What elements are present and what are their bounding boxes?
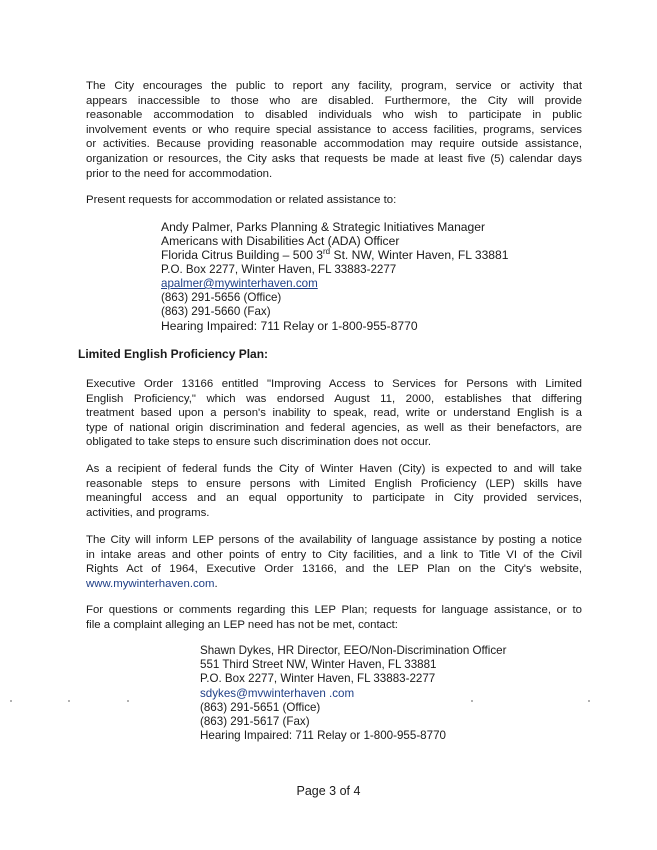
ada-contact-office-phone: (863) 291-5656 (Office) (161, 291, 282, 305)
scan-dot (471, 700, 473, 702)
ada-contact-hearing-impaired: Hearing Impaired: 711 Relay or 1-800-955-8770 (161, 319, 418, 334)
scan-dot (68, 700, 70, 702)
website-suffix: . (214, 577, 218, 590)
intro-line: organization or resources, the City asks that requests be made at least five (5) calendar days (86, 152, 582, 165)
lep-contact-hearing-impaired: Hearing Impaired: 711 Relay or 1-800-955-8770 (200, 729, 446, 743)
lep-p3-website-line (86, 577, 582, 592)
lep-p1-line: Executive Order 13166 entitled "Improving Access to Services for Persons with Limited (86, 378, 582, 390)
lep-p3-line: The City will inform LEP persons of the availability of language assistance by posting a notice (86, 534, 582, 546)
lep-p1-line: type of national origin discrimination and federal agencies, as well as their benefactors, are (86, 421, 582, 434)
website-link[interactable]: www.mywinterhaven.com (86, 577, 215, 590)
lep-paragraph-3 (86, 533, 582, 591)
scan-dot (10, 700, 12, 702)
building-superscript: rd (323, 247, 331, 257)
ada-contact-role: Americans with Disabilities Act (ADA) Officer (161, 234, 400, 249)
present-requests-label: Present requests for accommodation or related assistance to: (86, 194, 397, 206)
intro-line: or activities. Because providing reasonable accommodation may require outside assistance, (86, 138, 582, 151)
lep-contact-email-link[interactable]: sdykes@mvwinterhaven .com (200, 686, 355, 700)
lep-paragraph-4 (86, 603, 582, 632)
lep-p2-line: meaningful access and an equal opportunity to participate in City provided services, (86, 492, 582, 505)
lep-p1-line: obligated to take steps to ensure such discrimination does not occur. (86, 436, 432, 449)
lep-contact-street: 551 Third Street NW, Winter Haven, FL 33881 (200, 658, 437, 672)
ada-contact-block (161, 220, 581, 334)
lep-p2-line: activities, and programs. (86, 506, 210, 519)
lep-paragraph-1 (86, 377, 582, 450)
lep-p2-line: As a recipient of federal funds the City of Winter Haven (City) is expected to and will take (86, 463, 582, 475)
building-suffix: St. NW, Winter Haven, FL 33881 (330, 248, 509, 263)
ada-contact-po-box: P.O. Box 2277, Winter Haven, FL 33883-2277 (161, 262, 397, 276)
lep-heading: Limited English Proficiency Plan: (78, 347, 269, 361)
lep-p1-line: treatment based upon a person's inability to speak, read, write or understand English is a (86, 407, 582, 420)
ada-contact-name: Andy Palmer, Parks Planning & Strategic Initiatives Manager (161, 220, 486, 234)
building-prefix: Florida Citrus Building – 500 3 (161, 248, 324, 263)
lep-contact-po-box: P.O. Box 2277, Winter Haven, FL 33883-2277 (200, 672, 436, 686)
scan-dot (127, 700, 129, 702)
lep-p4-line: For questions or comments regarding this LEP Plan; requests for language assistance, or to (86, 604, 582, 616)
page-number-footer: Page 3 of 4 (296, 784, 361, 798)
lep-contact-block (200, 644, 580, 743)
present-requests-text (86, 193, 582, 208)
intro-line: reasonable accommodation to disabled individuals who wish to participate in public (86, 109, 582, 122)
ada-contact-email-link[interactable]: apalmer@mywinterhaven.com (161, 276, 318, 290)
intro-line: The City encourages the public to report any facility, program, service or activity that (86, 80, 582, 92)
intro-line: appears inaccessible to those who are disabled. Furthermore, the City will provide (86, 94, 582, 107)
intro-line: prior to the need for accommodation. (86, 167, 273, 180)
intro-paragraph (86, 79, 582, 181)
scan-artifact-dots (0, 700, 657, 704)
scan-dot (588, 700, 590, 702)
lep-p3-line: in intake areas and other points of entry to City facilities, and a link to Title VI of the Civil (86, 548, 582, 561)
ada-contact-fax: (863) 291-5660 (Fax) (161, 305, 271, 319)
intro-line: involvement events or who require special assistance to access facilities, programs, services (86, 123, 582, 136)
lep-p2-line: reasonable steps to ensure persons with Limited English Proficiency (LEP) skills have (86, 477, 582, 490)
lep-contact-name: Shawn Dykes, HR Director, EEO/Non-Discrimination Officer (200, 644, 507, 657)
lep-p1-line: English Proficiency," which was endorsed August 11, 2000, establishes that differing (86, 392, 582, 405)
lep-contact-office-phone: (863) 291-5651 (Office) (200, 700, 321, 714)
lep-paragraph-2 (86, 462, 582, 520)
lep-contact-fax: (863) 291-5617 (Fax) (200, 715, 310, 729)
ada-contact-building (161, 248, 581, 262)
lep-p3-line: Rights Act of 1964, Executive Order 13166, and the LEP Plan on the City's website, (86, 563, 582, 576)
lep-p4-line: file a complaint alleging an LEP need has not be met, contact: (86, 618, 398, 631)
